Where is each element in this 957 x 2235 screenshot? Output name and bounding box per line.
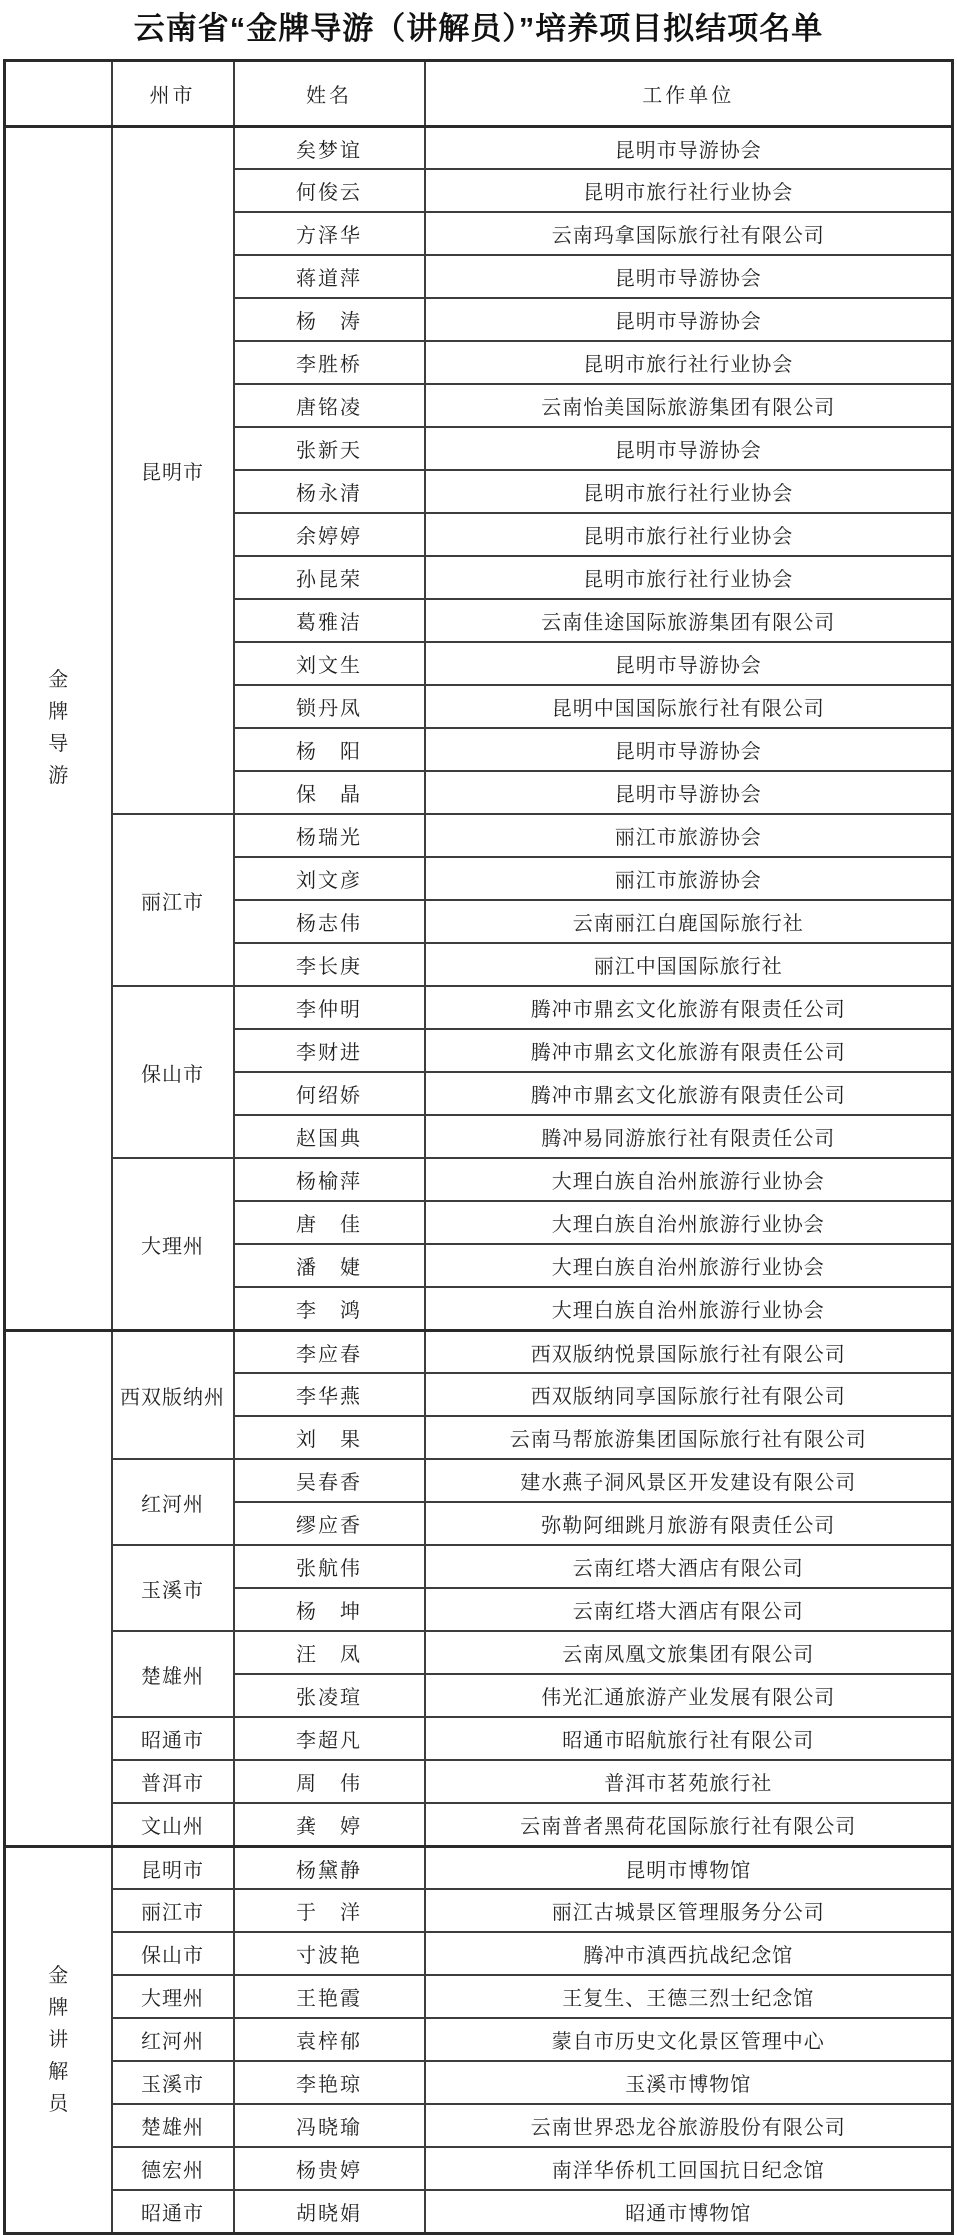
member-name-cell: 胡晓娟 — [234, 2190, 425, 2233]
member-unit-cell: 南洋华侨机工回国抗日纪念馆 — [425, 2147, 953, 2190]
member-name-cell: 杨 涛 — [234, 298, 425, 341]
city-cell: 普洱市 — [112, 1760, 234, 1803]
member-unit-cell: 丽江古城景区管理服务分公司 — [425, 1889, 953, 1932]
category-label: 金牌讲解员 — [48, 1964, 69, 2115]
member-unit-cell: 云南马帮旅游集团国际旅行社有限公司 — [425, 1416, 953, 1459]
city-cell: 丽江市 — [112, 1889, 234, 1932]
city-cell: 红河州 — [112, 1459, 234, 1545]
member-name-cell: 刘文生 — [234, 642, 425, 685]
member-name-cell: 周 伟 — [234, 1760, 425, 1803]
member-name-cell: 刘文彦 — [234, 857, 425, 900]
member-unit-cell: 大理白族自治州旅游行业协会 — [425, 1158, 953, 1201]
category-cell — [5, 126, 112, 1330]
city-cell: 楚雄州 — [112, 2104, 234, 2147]
table-row — [5, 126, 953, 169]
member-name-cell: 杨黛静 — [234, 1846, 425, 1889]
member-unit-cell: 昆明市博物馆 — [425, 1846, 953, 1889]
member-unit-cell: 昭通市昭航旅行社有限公司 — [425, 1717, 953, 1760]
city-cell: 西双版纳州 — [112, 1330, 234, 1459]
member-name-cell: 缪应香 — [234, 1502, 425, 1545]
member-unit-cell: 云南佳途国际旅游集团有限公司 — [425, 599, 953, 642]
member-unit-cell: 昆明市旅行社行业协会 — [425, 341, 953, 384]
member-name-cell: 何俊云 — [234, 169, 425, 212]
header-name-cell: 姓名 — [234, 60, 425, 126]
table-row — [5, 1545, 953, 1588]
table-row — [5, 2147, 953, 2190]
table-row — [5, 986, 953, 1029]
member-unit-cell: 西双版纳同享国际旅行社有限公司 — [425, 1373, 953, 1416]
member-unit-cell: 丽江市旅游协会 — [425, 814, 953, 857]
member-name-cell: 杨永清 — [234, 470, 425, 513]
category-cell — [5, 1330, 112, 1846]
member-unit-cell: 腾冲市鼎玄文化旅游有限责任公司 — [425, 1072, 953, 1115]
member-name-cell: 李长庚 — [234, 943, 425, 986]
member-name-cell: 杨瑞光 — [234, 814, 425, 857]
city-cell: 丽江市 — [112, 814, 234, 986]
member-unit-cell: 云南怡美国际旅游集团有限公司 — [425, 384, 953, 427]
table-row — [5, 1803, 953, 1846]
header-category-cell — [5, 60, 112, 126]
member-unit-cell: 云南世界恐龙谷旅游股份有限公司 — [425, 2104, 953, 2147]
member-name-cell: 冯晓瑜 — [234, 2104, 425, 2147]
member-name-cell: 赵国典 — [234, 1115, 425, 1158]
member-unit-cell: 普洱市茗苑旅行社 — [425, 1760, 953, 1803]
member-name-cell: 李仲明 — [234, 986, 425, 1029]
table-row — [5, 1717, 953, 1760]
header-unit-cell: 工作单位 — [425, 60, 953, 126]
member-unit-cell: 玉溪市博物馆 — [425, 2061, 953, 2104]
category-cell — [5, 1846, 112, 2233]
member-name-cell: 唐铭凌 — [234, 384, 425, 427]
city-cell: 大理州 — [112, 1158, 234, 1330]
table-row — [5, 1975, 953, 2018]
city-cell: 楚雄州 — [112, 1631, 234, 1717]
member-unit-cell: 云南红塔大酒店有限公司 — [425, 1588, 953, 1631]
member-unit-cell: 昆明市导游协会 — [425, 255, 953, 298]
member-name-cell: 李超凡 — [234, 1717, 425, 1760]
member-name-cell: 李华燕 — [234, 1373, 425, 1416]
member-name-cell: 张航伟 — [234, 1545, 425, 1588]
member-name-cell: 唐 佳 — [234, 1201, 425, 1244]
member-name-cell: 杨榆萍 — [234, 1158, 425, 1201]
member-unit-cell: 腾冲市鼎玄文化旅游有限责任公司 — [425, 1029, 953, 1072]
member-name-cell: 于 洋 — [234, 1889, 425, 1932]
member-unit-cell: 建水燕子洞风景区开发建设有限公司 — [425, 1459, 953, 1502]
member-unit-cell: 腾冲市鼎玄文化旅游有限责任公司 — [425, 986, 953, 1029]
category-label: 金牌导游 — [48, 669, 69, 788]
member-name-cell: 张新天 — [234, 427, 425, 470]
member-unit-cell: 昆明市导游协会 — [425, 728, 953, 771]
table-row — [5, 1760, 953, 1803]
member-unit-cell: 弥勒阿细跳月旅游有限责任公司 — [425, 1502, 953, 1545]
member-name-cell: 孙昆荣 — [234, 556, 425, 599]
member-unit-cell: 大理白族自治州旅游行业协会 — [425, 1244, 953, 1287]
page-title: 云南省“金牌导游（讲解员）”培养项目拟结项名单 — [133, 11, 824, 46]
member-unit-cell: 昆明市导游协会 — [425, 771, 953, 814]
city-cell: 昭通市 — [112, 2190, 234, 2233]
member-name-cell: 杨 坤 — [234, 1588, 425, 1631]
member-name-cell: 王艳霞 — [234, 1975, 425, 2018]
table-row — [5, 1459, 953, 1502]
table-row — [5, 2104, 953, 2147]
member-name-cell: 余婷婷 — [234, 513, 425, 556]
city-cell: 昭通市 — [112, 1717, 234, 1760]
member-name-cell: 吴春香 — [234, 1459, 425, 1502]
header-row — [5, 60, 953, 126]
member-unit-cell: 云南玛拿国际旅行社有限公司 — [425, 212, 953, 255]
table-row — [5, 1846, 953, 1889]
member-name-cell: 杨贵婷 — [234, 2147, 425, 2190]
member-unit-cell: 丽江中国国际旅行社 — [425, 943, 953, 986]
member-name-cell: 保 晶 — [234, 771, 425, 814]
city-cell: 保山市 — [112, 1932, 234, 1975]
member-name-cell: 葛雅洁 — [234, 599, 425, 642]
table-row — [5, 1158, 953, 1201]
header-city-cell: 州市 — [112, 60, 234, 126]
member-name-cell: 锁丹凤 — [234, 685, 425, 728]
city-cell: 文山州 — [112, 1803, 234, 1846]
table-row — [5, 1932, 953, 1975]
member-name-cell: 杨 阳 — [234, 728, 425, 771]
table-row — [5, 1330, 953, 1373]
city-cell: 玉溪市 — [112, 2061, 234, 2104]
member-name-cell: 蒋道萍 — [234, 255, 425, 298]
member-unit-cell: 云南凤凰文旅集团有限公司 — [425, 1631, 953, 1674]
member-name-cell: 李艳琼 — [234, 2061, 425, 2104]
table-row — [5, 814, 953, 857]
member-name-cell: 李 鸿 — [234, 1287, 425, 1330]
city-cell: 红河州 — [112, 2018, 234, 2061]
city-cell: 玉溪市 — [112, 1545, 234, 1631]
member-name-cell: 龚 婷 — [234, 1803, 425, 1846]
member-name-cell: 杨志伟 — [234, 900, 425, 943]
member-unit-cell: 腾冲市滇西抗战纪念馆 — [425, 1932, 953, 1975]
table-row — [5, 2190, 953, 2233]
table-row — [5, 1889, 953, 1932]
member-name-cell: 汪 凤 — [234, 1631, 425, 1674]
member-name-cell: 李应春 — [234, 1330, 425, 1373]
member-unit-cell: 昆明市旅行社行业协会 — [425, 470, 953, 513]
member-unit-cell: 云南红塔大酒店有限公司 — [425, 1545, 953, 1588]
table-row — [5, 2061, 953, 2104]
roster-table — [3, 59, 954, 2235]
member-unit-cell: 昆明市导游协会 — [425, 298, 953, 341]
member-name-cell: 潘 婕 — [234, 1244, 425, 1287]
member-name-cell: 李胜桥 — [234, 341, 425, 384]
table-row — [5, 1631, 953, 1674]
member-unit-cell: 昆明市旅行社行业协会 — [425, 169, 953, 212]
member-unit-cell: 昆明中国国际旅行社有限公司 — [425, 685, 953, 728]
member-name-cell: 方泽华 — [234, 212, 425, 255]
member-name-cell: 袁梓郁 — [234, 2018, 425, 2061]
member-name-cell: 何绍娇 — [234, 1072, 425, 1115]
member-unit-cell: 大理白族自治州旅游行业协会 — [425, 1287, 953, 1330]
member-unit-cell: 昆明市导游协会 — [425, 642, 953, 685]
member-name-cell: 刘 果 — [234, 1416, 425, 1459]
city-cell: 昆明市 — [112, 126, 234, 814]
member-name-cell: 寸波艳 — [234, 1932, 425, 1975]
member-name-cell: 李财进 — [234, 1029, 425, 1072]
member-name-cell: 矣梦谊 — [234, 126, 425, 169]
member-unit-cell: 云南普者黑荷花国际旅行社有限公司 — [425, 1803, 953, 1846]
city-cell: 德宏州 — [112, 2147, 234, 2190]
member-unit-cell: 昆明市导游协会 — [425, 427, 953, 470]
member-unit-cell: 云南丽江白鹿国际旅行社 — [425, 900, 953, 943]
member-unit-cell: 西双版纳悦景国际旅行社有限公司 — [425, 1330, 953, 1373]
city-cell: 保山市 — [112, 986, 234, 1158]
member-unit-cell: 昆明市旅行社行业协会 — [425, 556, 953, 599]
member-unit-cell: 昆明市旅行社行业协会 — [425, 513, 953, 556]
member-unit-cell: 昆明市导游协会 — [425, 126, 953, 169]
table-row — [5, 2018, 953, 2061]
member-unit-cell: 大理白族自治州旅游行业协会 — [425, 1201, 953, 1244]
member-unit-cell: 昭通市博物馆 — [425, 2190, 953, 2233]
member-unit-cell: 蒙自市历史文化景区管理中心 — [425, 2018, 953, 2061]
member-unit-cell: 腾冲易同游旅行社有限责任公司 — [425, 1115, 953, 1158]
member-unit-cell: 丽江市旅游协会 — [425, 857, 953, 900]
city-cell: 昆明市 — [112, 1846, 234, 1889]
member-unit-cell: 王复生、王德三烈士纪念馆 — [425, 1975, 953, 2018]
member-unit-cell: 伟光汇通旅游产业发展有限公司 — [425, 1674, 953, 1717]
member-name-cell: 张凌瑄 — [234, 1674, 425, 1717]
city-cell: 大理州 — [112, 1975, 234, 2018]
